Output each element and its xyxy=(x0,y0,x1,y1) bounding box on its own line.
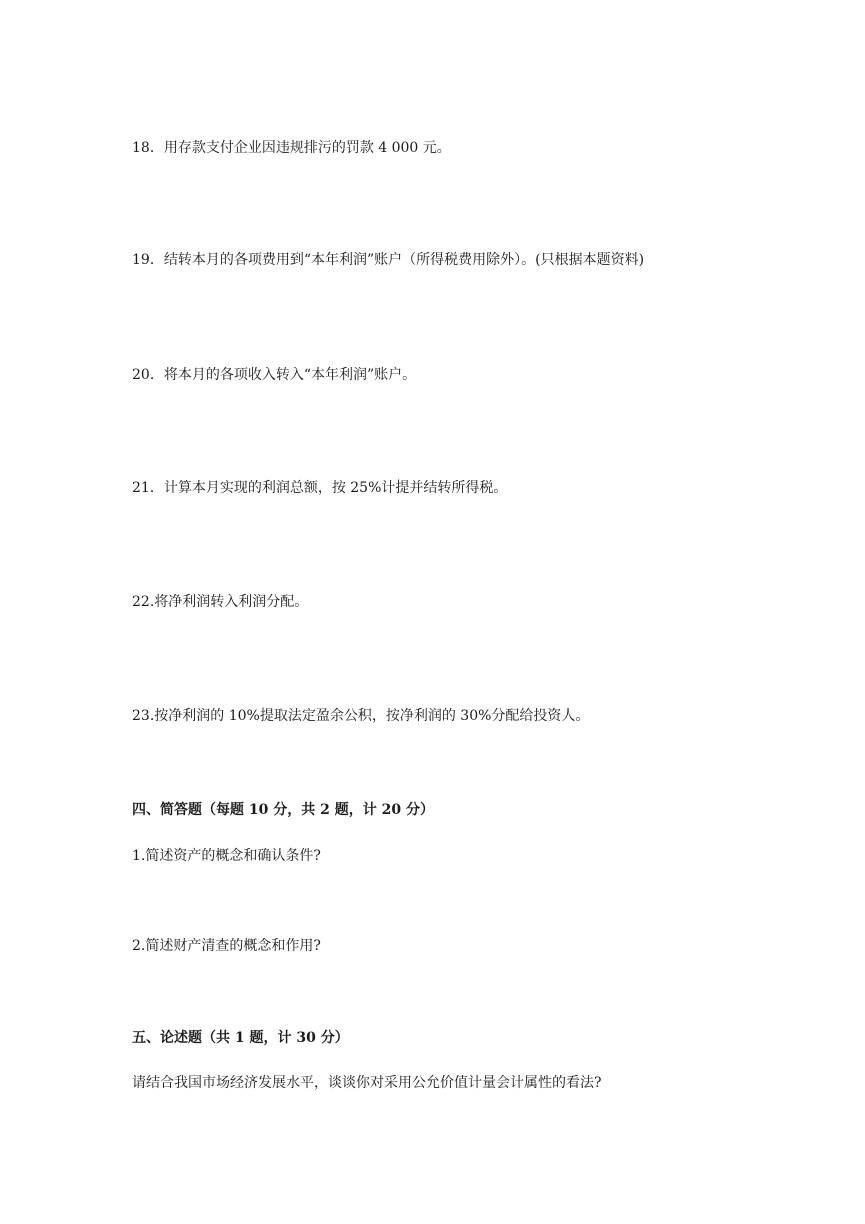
question-21: 21．计算本月实现的利润总额，按 25%计提并结转所得税。 xyxy=(132,480,508,496)
question-23: 23.按净利润的 10%提取法定盈余公积，按净利润的 30%分配给投资人。 xyxy=(132,708,590,724)
short-answer-2: 2.简述财产清查的概念和作用? xyxy=(132,938,321,954)
question-19: 19．结转本月的各项费用到“本年利润”账户（所得税费用除外）。(只根据本题资料) xyxy=(132,252,645,268)
section-4-heading: 四、简答题（每题 10 分，共 2 题，计 20 分） xyxy=(132,802,434,818)
short-answer-1: 1.简述资产的概念和确认条件? xyxy=(132,848,321,864)
question-18: 18．用存款支付企业因违规排污的罚款 4 000 元。 xyxy=(132,140,451,156)
essay-question: 请结合我国市场经济发展水平，谈谈你对采用公允价值计量会计属性的看法? xyxy=(132,1075,602,1091)
section-5-heading: 五、论述题（共 1 题，计 30 分） xyxy=(132,1030,349,1046)
question-22: 22.将净利润转入利润分配。 xyxy=(132,594,309,610)
question-20: 20．将本月的各项收入转入“本年利润”账户。 xyxy=(132,367,417,383)
